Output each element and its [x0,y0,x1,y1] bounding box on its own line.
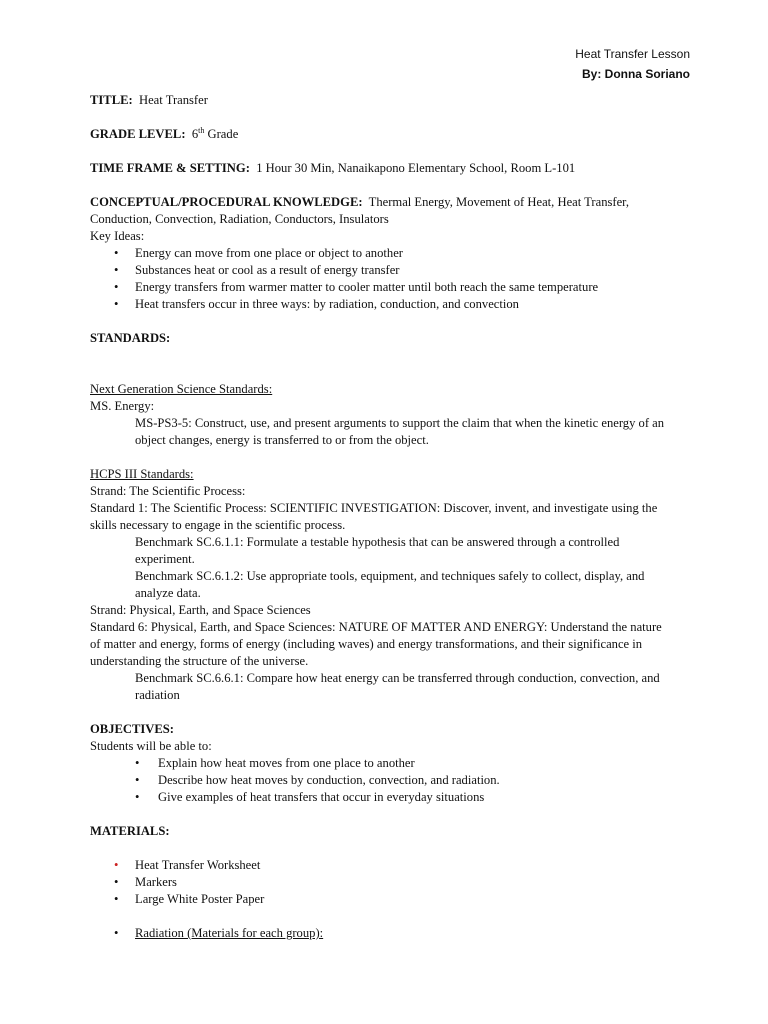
knowledge-line-2: Conduction, Convection, Radiation, Conductors, Insulators [90,212,389,226]
bullet-icon: • [114,280,119,294]
radiation-heading: Radiation (Materials for each group): [135,926,324,940]
key-ideas-label: Key Ideas: [90,229,145,243]
list-item: • Heat Transfer Worksheet [114,858,261,872]
benchmark-611: Benchmark SC.6.1.1: Formulate a testable hypothesis that can be answered through a controlled [135,535,620,549]
bullet-icon: • [114,297,119,311]
standards-heading: STANDARDS: [90,331,171,345]
bullet-icon: • [114,926,119,940]
timeframe-line [90,160,690,177]
standard-6: Standard 6: Physical, Earth, and Space Sciences: NATURE OF MATTER AND ENERGY: Understand the nature [90,620,662,634]
radiation-list [90,925,690,942]
grade-rest: Grade [207,127,239,141]
list-item: • Heat transfers occur in three ways: by radiation, conduction, and convection [114,297,519,311]
bullet-icon: • [135,773,140,787]
list-item: • Markers [114,875,177,889]
strand-1: Strand: The Scientific Process: [90,484,246,498]
grade-label: GRADE LEVEL: [90,127,186,141]
standard-1: Standard 1: The Scientific Process: SCIENTIFIC INVESTIGATION: Discover, invent, and investigate using the [90,501,658,515]
grade-line [90,126,690,143]
benchmark-661-cont: radiation [135,688,180,702]
ngss-standard: MS-PS3-5: Construct, use, and present arguments to support the claim that when the kinetic energy of an [135,416,665,430]
materials-list [90,857,690,908]
materials-heading: MATERIALS: [90,824,170,838]
grade-suffix: th [198,125,205,135]
bullet-icon: • [114,246,119,260]
title-line [90,92,690,109]
objectives-intro: Students will be able to: [90,739,212,753]
list-item: • Energy can move from one place or object to another [114,246,403,260]
list-item: • Describe how heat moves by conduction, convection, and radiation. [135,773,500,787]
page-header [575,44,690,84]
list-item: • Explain how heat moves from one place to another [135,756,415,770]
ngss-standard-cont: object changes, energy is transferred to or from the object. [135,433,429,447]
standard-6-cont: of matter and energy, forms of energy (including waves) and energy transformations, and their significance in [90,637,643,651]
knowledge-line [90,194,690,211]
bullet-icon: • [135,790,140,804]
standard-1-cont: skills necessary to engage in the scientific process. [90,518,346,532]
bullet-icon: • [135,756,140,770]
benchmark-661: Benchmark SC.6.6.1: Compare how heat energy can be transferred through conduction, convection, and [135,671,660,685]
benchmark-611-cont: experiment. [135,552,195,566]
bullet-icon: • [114,892,119,906]
strand-2: Strand: Physical, Earth, and Space Sciences [90,603,311,617]
title-value: Heat Transfer [139,93,208,107]
author-line: By: Donna Soriano [581,67,690,81]
list-item: • Energy transfers from warmer matter to cooler matter until both reach the same temperature [114,280,599,294]
objectives-list [90,755,690,806]
timeframe-value: 1 Hour 30 Min, Nanaikapono Elementary School, Room L-101 [256,161,576,175]
objectives-heading: OBJECTIVES: [90,722,174,736]
knowledge-label: CONCEPTUAL/PROCEDURAL KNOWLEDGE: [90,195,363,209]
benchmark-612-cont: analyze data. [135,586,201,600]
lesson-title: Heat Transfer Lesson [575,47,690,61]
standard-6-cont-2: understanding the structure of the universe. [90,654,309,668]
bullet-icon: • [114,263,119,277]
bullet-icon: • [114,875,119,889]
knowledge-value: Thermal Energy, Movement of Heat, Heat Transfer, [368,195,630,209]
benchmark-612: Benchmark SC.6.1.2: Use appropriate tools, equipment, and techniques safely to collect, display, and [135,569,645,583]
ngss-heading: Next Generation Science Standards: [90,382,273,396]
list-item [90,925,690,942]
list-item: • Give examples of heat transfers that occur in everyday situations [135,790,485,804]
key-ideas-list [90,245,690,313]
bullet-icon: • [114,858,119,872]
list-item: • Substances heat or cool as a result of energy transfer [114,263,400,277]
grade-number: 6 [191,127,199,141]
timeframe-label: TIME FRAME & SETTING: [90,161,250,175]
ngss-topic: MS. Energy: [90,399,155,413]
list-item: • Large White Poster Paper [114,892,265,906]
document-body [90,92,690,942]
hcps-heading: HCPS III Standards: [90,467,194,481]
title-label: TITLE: [90,93,133,107]
